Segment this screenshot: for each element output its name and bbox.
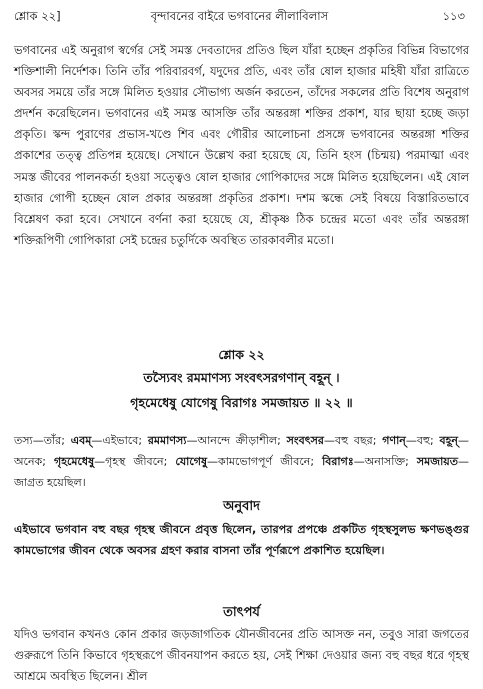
- header-chapter-ref: শ্লোক ২২]: [14, 9, 61, 23]
- translation-heading: অনুবাদ: [223, 499, 260, 514]
- synonym-meaning: কামভোগপূর্ণ জীবনে;: [218, 455, 315, 468]
- header-title: বৃন্দাবনের বাইরে ভগবানের লীলাবিলাস: [150, 9, 329, 23]
- translation-text: এইভাবে ভগবান বহু বছর গৃহস্থ জীবনে প্রবৃত্ত ছিলেন, তারপর প্রপঞ্চে প্রকটিত গৃহস্থসুলভ ক্ষণভঙ্গুর কামভোগের জীবন থেকে অবসর গ্রহণ করার বাসনা তাঁর পূর্ণরূপে প্রকাশিত হয়েছিল।: [14, 523, 469, 558]
- synonym-word: বহূন্: [439, 434, 458, 447]
- synonym-meaning: অনেক;: [14, 455, 46, 468]
- synonym-word: এবম্: [70, 434, 92, 447]
- synonym-meaning: বহু বছর;: [334, 434, 377, 447]
- synonym-word: বিরাগঃ: [322, 455, 354, 468]
- synonym-word: সমজায়ত: [416, 455, 458, 468]
- body-paragraph: [14, 40, 469, 251]
- synonym-meaning: জাগ্রত হয়েছিল।: [14, 476, 86, 489]
- verse-line-2: গৃহমেধেষু যোগেষু বিরাগঃ সমজায়ত ॥ ২২ ॥: [130, 395, 353, 410]
- synonym-meaning: এইভাবে;: [102, 434, 143, 447]
- purport-heading: তাৎপর্য: [223, 605, 260, 620]
- body-paragraph-text: ভগবানের এই অনুরাগ স্বর্গের সেই সমস্ত দেবতাদের প্রতিও ছিল যাঁরা হচ্ছেন প্রকৃতির বিভিন্ন বিভাগের শক্তিশালী নির্দেশক। তিনি তাঁর পরিবারবর্গ, যদুদের প্রতি, এবং তাঁর ষোল হাজার মহিষী যাঁরা রাত্রিতে অবসর সময়ে তাঁর সঙ্গে মিলিত হওয়ার সৌভাগ্য অর্জন করতেন, তাঁদের সকলের প্রতি বিশেষ অনুরাগ প্রদর্শন করেছিলেন। ভগবানের এই সমস্ত আসক্তি তাঁর অন্তরঙ্গা শক্তির প্রকাশ, যার ছায়া হচ্ছে জড়া প্রকৃতি। স্কন্দ পুরাণের প্রভাস-খণ্ডে শিব এবং গৌরীর আলোচনা প্রসঙ্গে ভগবানের অন্তরঙ্গা শক্তির প্রকাশের তত্ত্ব প্রতিপন্ন হয়েছে। সেখানে উল্লেখ করা হয়েছে যে, তিনি হংস (চিন্ময়) পরমাত্মা এবং সমস্ত জীবের পালনকর্তা হওয়া সত্ত্বেও ষোল হাজার গোপিকাদের সঙ্গে মিলিত হয়েছিলেন। এই ষোল হাজার গোপী হচ্ছেন ষোল প্রকার অন্তরঙ্গা প্রকৃতির প্রকাশ। দশম স্কন্ধে সেই বিষয়ে বিস্তারিতভাবে বিশ্লেষণ করা হবে। সেখানে বর্ণনা করা হয়েছে যে, শ্রীকৃষ্ণ ঠিক চন্দ্রের মতো এবং তাঁর অন্তরঙ্গা শক্তিরূপিণী গোপিকারা সেই চন্দ্রের চতুর্দিকে অবস্থিত তারকাবলীর মতো।: [14, 43, 469, 247]
- running-header: [14, 8, 465, 26]
- verse-line-1: তস্যৈবং রমমাণস্য সংবৎসরগণান্ বহূন্ ।: [143, 370, 340, 385]
- synonym-word: সংবৎসর: [286, 434, 324, 447]
- synonym-word: গণান্: [382, 434, 406, 447]
- page-number: ১১৩: [442, 9, 465, 23]
- synonym-meaning: আনন্দে ক্রীড়াশীল;: [197, 434, 281, 447]
- synonyms-block: [14, 430, 469, 493]
- synonym-word: তস্য—তাঁর;: [14, 434, 65, 447]
- synonym-meaning: গৃহস্থ জীবনে;: [105, 455, 168, 468]
- purport-block: [14, 624, 469, 687]
- shloka-heading: শ্লোক ২২: [218, 347, 265, 362]
- synonym-meaning: বহু;: [416, 434, 434, 447]
- synonym-meaning: অনাসক্তি;: [364, 455, 409, 468]
- synonym-word: গৃহমেধেষু: [53, 455, 95, 468]
- synonyms-text: তস্য—তাঁর; এবম্—এইভাবে; রমমাণস্য—আনন্দে ক্রীড়াশীল; সংবৎসর—বহু বছর; গণান্—বহু; বহূন্—অনেক; গৃহমেধেষু—গৃহস্থ জীবনে; যোগেষু—কামভোগপূর্ণ জীবনে; বিরাগঃ—অনাসক্তি; সমজায়ত—জাগ্রত হয়েছিল।: [14, 434, 469, 489]
- synonym-word: রমমাণস্য: [147, 434, 187, 447]
- translation-block: [14, 519, 469, 561]
- synonym-word: যোগেষু: [175, 455, 208, 468]
- purport-text: যদিও ভগবান কখনও কোন প্রকার জড়জাগতিক যৌনজীবনের প্রতি আসক্ত নন, তবুও সারা জগতের গুরুরূপে তিনি কিভাবে গৃহস্থরূপে জীবনযাপন করতে হয়, সেই শিক্ষা দেওয়ার জন্য বহু বছর ধরে গৃহস্থ আশ্রমে অবস্থিত ছিলেন। শ্রীল: [14, 627, 469, 684]
